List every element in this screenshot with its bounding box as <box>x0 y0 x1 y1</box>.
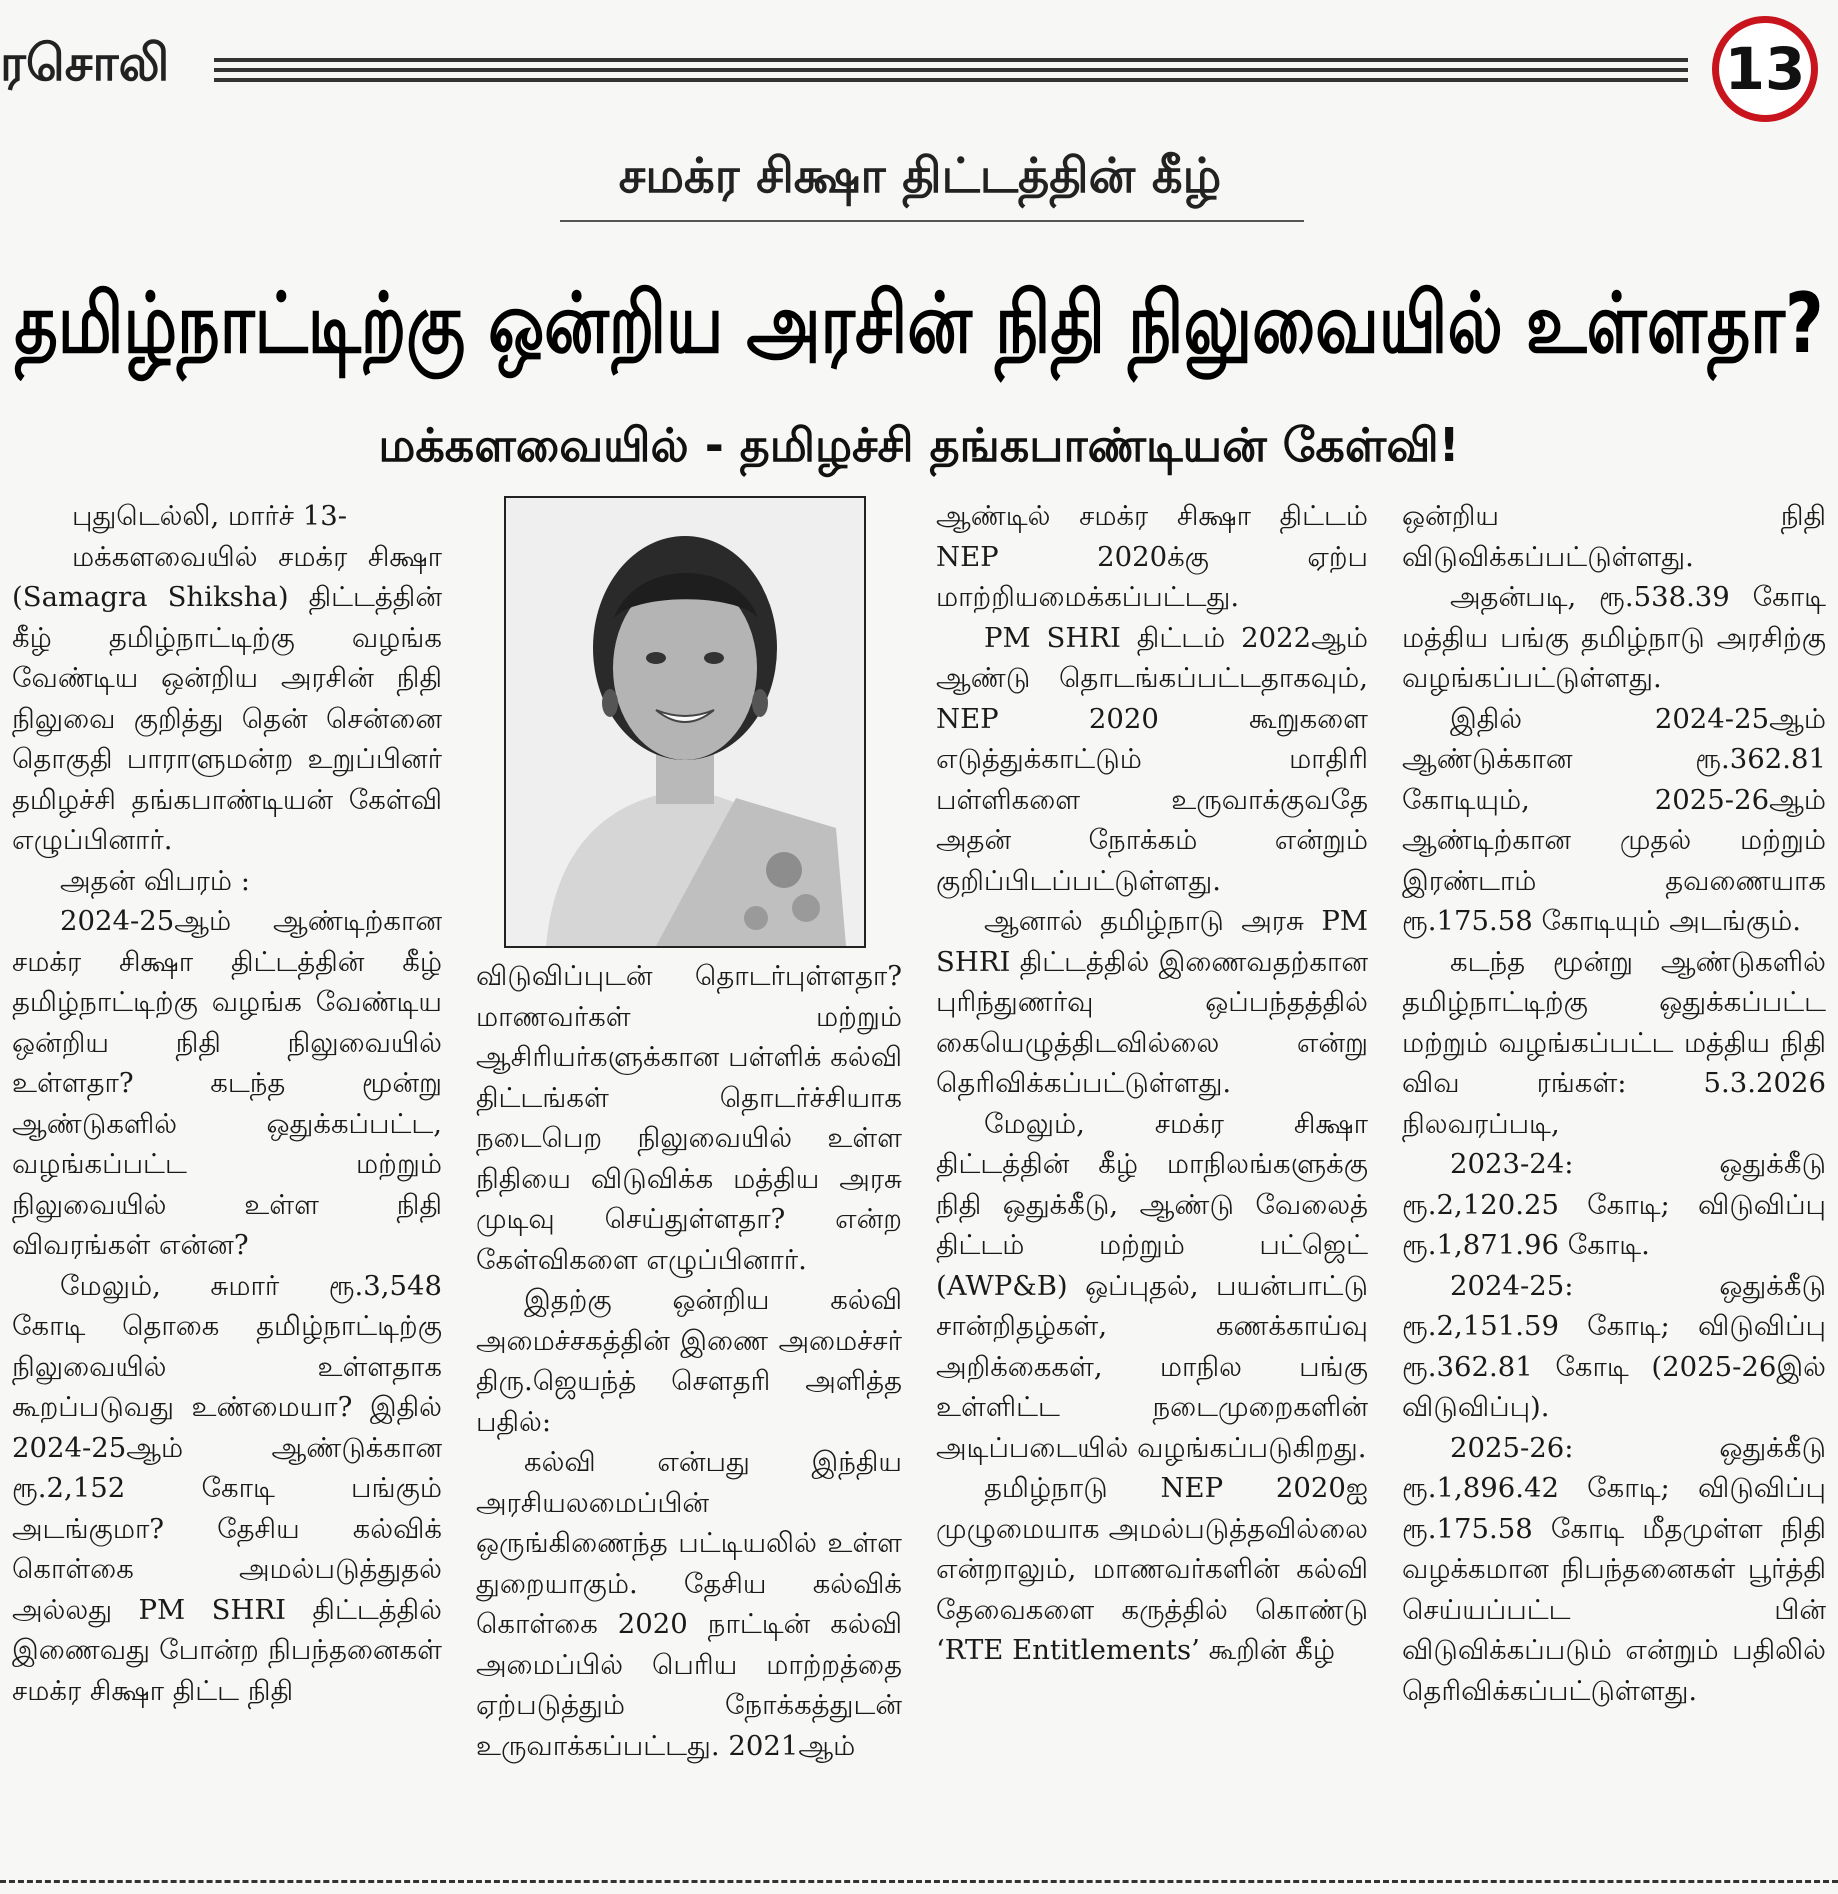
article-subhead: மக்களவையில் - தமிழச்சி தங்கபாண்டியன் கேள்வி! <box>378 418 1460 472</box>
masthead-rule <box>214 68 1688 72</box>
bottom-dashed-rule <box>0 1880 1838 1883</box>
masthead <box>0 22 1838 112</box>
article-headline: தமிழ்நாட்டிற்கு ஒன்றிய அரசின் நிதி நிலுவையில் உள்ளதா? <box>14 274 1824 372</box>
kicker-divider <box>560 220 1304 222</box>
paragraph: 2025-26: ஒதுக்கீடு ரூ.1,896.42 கோடி; விடுவிப்பு ரூ.175.58 கோடி மீதமுள்ள நிதி வழக்கமான நிபந்தனைகள் பூர்த்தி செய்யப்பட்ட பின் விடுவிக்கப்படும் என்றும் பதிலில் தெரிவிக்கப்பட்டுள்ளது. <box>1402 1431 1826 1707</box>
paragraph: PM SHRI திட்டம் 2022ஆம் ஆண்டு தொடங்கப்பட்டதாகவும், NEP 2020 கூறுகளை எடுத்துக்காட்டும் மாதிரி பள்ளிகளை உருவாக்குவதே அதன் நோக்கம் என்றும் குறிப்பிடப்பட்டுள்ளது. <box>936 621 1368 897</box>
article-column-2 <box>476 956 902 1766</box>
paragraph: மேலும், சுமார் ரூ.3,548 கோடி தொகை தமிழ்நாட்டிற்கு நிலுவையில் உள்ளதாக கூறப்படுவது உண்மையா? இதில் 2024-25ஆம் ஆண்டுக்கான ரூ.2,152 கோடி பங்கும் அடங்குமா? தேசிய கல்விக் கொள்கை அமல்படுத்துதல் அல்லது PM SHRI திட்டத்தில் இணைவது போன்ற நிபந்தனைகள் சமக்ர சிக்ஷா திட்ட நிதி <box>12 1269 442 1707</box>
paragraph: கல்வி என்பது இந்திய அரசியலமைப்பின் ஒருங்கிணைந்த பட்டியலில் உள்ள துறையாகும். தேசிய கல்விக் கொள்கை 2020 நாட்டின் கல்வி அமைப்பில் பெரிய மாற்றத்தை ஏற்படுத்தும் நோக்கத்துடன் உருவாக்கப்பட்டது. 2021ஆம் <box>476 1446 902 1762</box>
portrait-photo-illustration <box>506 498 864 946</box>
paragraph: விடுவிப்புடன் தொடர்புள்ளதா? மாணவர்கள் மற்றும் ஆசிரியர்களுக்கான பள்ளிக் கல்வி திட்டங்கள் தொடர்ச்சியாக நடைபெற நிலுவையில் உள்ள நிதியை விடுவிக்க மத்திய அரசு முடிவு செய்துள்ளதா? என்ற கேள்விகளை எழுப்பினார். <box>476 960 902 1276</box>
article-column-3 <box>936 496 1368 1671</box>
masthead-rule <box>214 78 1688 82</box>
paragraph: இதில் 2024-25ஆம் ஆண்டுக்கான ரூ.362.81 கோடியும், 2025-26ஆம் ஆண்டிற்கான முதல் மற்றும் இரண்டாம் தவணையாக ரூ.175.58 கோடியும் அடங்கும். <box>1402 702 1826 937</box>
page-number-badge: 13 <box>1712 16 1818 122</box>
article-column-1 <box>12 496 442 1711</box>
paragraph: 2024-25: ஒதுக்கீடு ரூ.2,151.59 கோடி; விடுவிப்பு ரூ.362.81 கோடி (2025-26இல் விடுவிப்பு). <box>1402 1269 1826 1423</box>
paragraph: மேலும், சமக்ர சிக்ஷா திட்டத்தின் கீழ் மாநிலங்களுக்கு நிதி ஒதுக்கீடு, ஆண்டு வேலைத் திட்டம் மற்றும் பட்ஜெட் (AWP&B) ஒப்புதல், பயன்பாட்டு சான்றிதழ்கள், கணக்காய்வு அறிக்கைகள், மாநில பங்கு உள்ளிட்ட நடைமுறைகளின் அடிப்படையில் வழங்கப்படுகிறது. <box>936 1107 1368 1464</box>
portrait-photo <box>504 496 866 948</box>
paragraph: கடந்த மூன்று ஆண்டுகளில் தமிழ்நாட்டிற்கு ஒதுக்கப்பட்ட மற்றும் வழங்கப்பட்ட மத்திய நிதி விவ ரங்கள்: 5.3.2026 நிலவரப்படி, <box>1402 945 1826 1140</box>
paragraph: இதற்கு ஒன்றிய கல்வி அமைச்சகத்தின் இணை அமைச்சர் திரு.ஜெயந்த் சௌதரி அளித்த பதில்: <box>476 1284 902 1438</box>
dateline: புதுடெல்லி, மார்ச் 13- <box>72 500 348 532</box>
paragraph: அதன் விபரம் : <box>60 864 250 897</box>
masthead-rule <box>214 58 1688 62</box>
paragraph: ஆண்டில் சமக்ர சிக்ஷா திட்டம் NEP 2020க்கு ஏற்ப மாற்றியமைக்கப்பட்டது. <box>936 500 1368 613</box>
paragraph: மக்களவையில் சமக்ர சிக்ஷா (Samagra Shiksha) திட்டத்தின் கீழ் தமிழ்நாட்டிற்கு வழங்க வேண்டிய ஒன்றிய அரசின் நிதி நிலுவை குறித்து தென் சென்னை தொகுதி பாராளுமன்ற உறுப்பினர் தமிழச்சி தங்கபாண்டியன் கேள்வி எழுப்பினார். <box>12 540 442 856</box>
paragraph: ஆனால் தமிழ்நாடு அரசு PM SHRI திட்டத்தில் இணைவதற்கான புரிந்துணர்வு ஒப்பந்தத்தில் கையெழுத்திடவில்லை என்று தெரிவிக்கப்பட்டுள்ளது. <box>936 905 1368 1099</box>
paragraph: அதன்படி, ரூ.538.39 கோடி மத்திய பங்கு தமிழ்நாடு அரசிற்கு வழங்கப்பட்டுள்ளது. <box>1402 581 1826 694</box>
paragraph: 2023-24: ஒதுக்கீடு ரூ.2,120.25 கோடி; விடுவிப்பு ரூ.1,871.96 கோடி. <box>1402 1148 1826 1261</box>
newspaper-name: ரசொலி <box>0 34 170 92</box>
paragraph: 2024-25ஆம் ஆண்டிற்கான சமக்ர சிக்ஷா திட்டத்தின் கீழ் தமிழ்நாட்டிற்கு வழங்க வேண்டிய ஒன்றிய நிதி நிலுவையில் உள்ளதா? கடந்த மூன்று ஆண்டுகளில் ஒதுக்கப்பட்ட, வழங்கப்பட்ட மற்றும் நிலுவையில் உள்ள நிதி விவரங்கள் என்ன? <box>12 905 442 1261</box>
paragraph: ஒன்றிய நிதி விடுவிக்கப்பட்டுள்ளது. <box>1402 500 1826 573</box>
article-kicker: சமக்ர சிக்ஷா திட்டத்தின் கீழ் <box>618 148 1222 204</box>
paragraph: தமிழ்நாடு NEP 2020ஐ முழுமையாக அமல்படுத்தவில்லை என்றாலும், மாணவர்களின் கல்வி தேவைகளை கருத்தில் கொண்டு ‘RTE Entitlements’ கூறின் கீழ் <box>936 1472 1368 1666</box>
article-column-4 <box>1402 496 1826 1711</box>
